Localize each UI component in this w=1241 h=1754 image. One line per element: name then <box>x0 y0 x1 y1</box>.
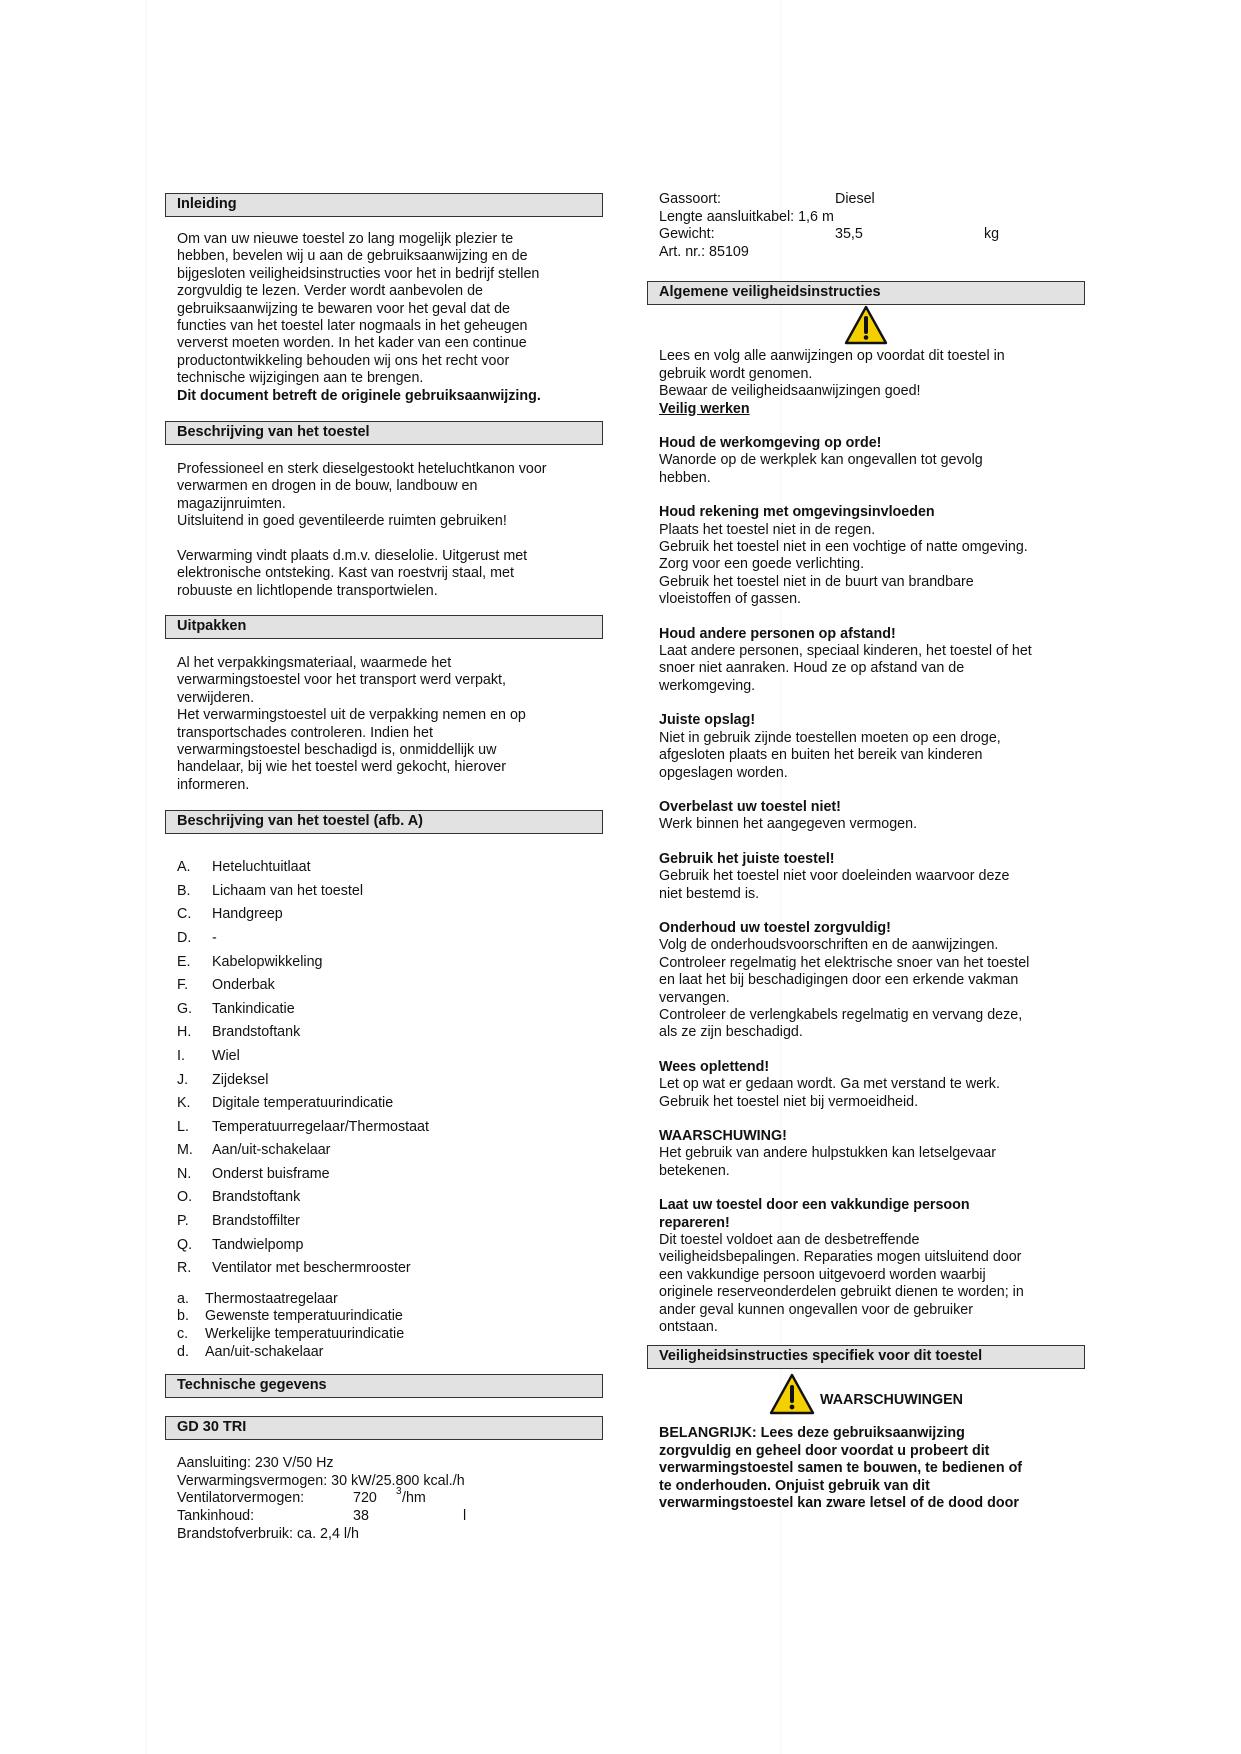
spec-ventilator-unit: /hm <box>402 1490 426 1507</box>
text-line: te onderhouden. Onjuist gebruik van dit <box>659 1477 930 1494</box>
text-line: informeren. <box>177 776 250 793</box>
list-item: d. Aan/uit-schakelaar <box>177 1343 324 1360</box>
text-line: Om van uw nieuwe toestel zo lang mogelijk plezier te <box>177 231 514 247</box>
text-line: niet bestemd is. <box>659 885 760 902</box>
spec-gas-label: Gassoort: <box>659 191 721 207</box>
list-item: Q. Tandwielpomp <box>177 1236 304 1253</box>
text-line: Controleer regelmatig het elektrische snoer van het toestel <box>659 954 1030 971</box>
text-line: BELANGRIJK: Lees deze gebruiksaanwijzing <box>659 1425 965 1442</box>
parts-list <box>165 856 603 1281</box>
block-heading: Gebruik het juiste toestel! <box>659 850 835 867</box>
text-line: handelaar, bij wie het toestel werd gekocht, hierover <box>177 759 507 776</box>
spec-weight-value: 35,5 <box>835 226 863 243</box>
text-line: productontwikkeling behouden wij ons het recht voor <box>177 352 510 369</box>
spec-verbruik: Brandstofverbruik: ca. 2,4 l/h <box>177 1525 359 1542</box>
list-item: B. Lichaam van het toestel <box>177 882 364 899</box>
block-heading: Onderhoud uw toestel zorgvuldig! <box>659 919 891 936</box>
text-line: magazijnruimten. <box>177 495 286 512</box>
text-line: gebruik wordt genomen. <box>659 365 813 382</box>
list-item: c. Werkelijke temperatuurindicatie <box>177 1326 405 1343</box>
spec-verwarmingsvermogen: Verwarmingsvermogen: 30 kW/25.800 kcal./h <box>177 1472 465 1489</box>
block-heading: Overbelast uw toestel niet! <box>659 798 841 815</box>
text-line: transportschades controleren. Indien het <box>177 724 433 741</box>
block-heading: Houd de werkomgeving op orde! <box>659 435 882 451</box>
spec-weight-label: Gewicht: <box>659 226 715 243</box>
text-line: Bewaar de veiligheidsaanwijzingen goed! <box>659 383 921 400</box>
text-line: ververst moeten worden. In het kader van een continue <box>177 335 527 352</box>
spec-tank-label: Tankinhoud: <box>177 1508 255 1524</box>
block-heading: Juiste opslag! <box>659 712 756 729</box>
text-line: afgesloten plaats en buiten het bereik van kinderen <box>659 747 983 764</box>
spec-continued <box>647 191 1085 261</box>
list-item: O. Brandstoftank <box>177 1189 301 1206</box>
text-line: bijgesloten veiligheidsinstructies voor het in bedrijf stellen <box>177 265 540 282</box>
spec-ventilator-label: Ventilatorvermogen: <box>177 1490 305 1507</box>
text-line: hebben. <box>659 469 711 486</box>
model-header: GD 30 TRI <box>165 1416 603 1440</box>
text-line: snoer niet aanraken. Houd ze op afstand van de <box>659 660 965 677</box>
text-line: Let op wat er gedaan wordt. Ga met verstand te werk. <box>659 1076 1000 1093</box>
text-line: Niet in gebruik zijnde toestellen moeten op een droge, <box>659 729 1001 746</box>
section-header-inleiding: Inleiding <box>165 193 603 217</box>
general-safety-text <box>647 348 1085 1336</box>
right-column <box>647 191 1085 1513</box>
warnings-heading-row <box>647 1373 1085 1415</box>
text-line: veiligheidsbepalingen. Reparaties mogen uitsluitend door <box>659 1249 1022 1266</box>
original-manual-note: Dit document betreft de originele gebruiksaanwijzing. <box>177 387 541 404</box>
text-line: ontstaan. <box>659 1319 718 1336</box>
text-line: technische wijzigingen aan te brengen. <box>177 370 424 387</box>
list-item: L. Temperatuurregelaar/Thermostaat <box>177 1118 429 1135</box>
block-heading: Laat uw toestel door een vakkundige persoon <box>659 1197 970 1214</box>
section-header-algemene-veiligheid: Algemene veiligheidsinstructies <box>647 281 1085 305</box>
warnings-label: WAARSCHUWINGEN <box>820 1391 963 1408</box>
text-line: Gebruik het toestel niet in de buurt van brandbare <box>659 573 974 590</box>
list-item: N. Onderst buisframe <box>177 1165 330 1182</box>
list-item: M. Aan/uit-schakelaar <box>177 1142 331 1159</box>
text-line: Volg de onderhoudsvoorschriften en de aanwijzingen. <box>659 937 999 954</box>
list-item: I. Wiel <box>177 1047 240 1064</box>
left-column <box>165 193 603 1543</box>
spec-aansluiting: Aansluiting: 230 V/50 Hz <box>177 1455 334 1472</box>
spec-ventilator-superscript: 3 <box>396 1486 402 1498</box>
safe-work-heading: Veilig werken <box>659 400 750 417</box>
text-line: verwarmingstoestel samen te bouwen, te bedienen of <box>659 1460 1023 1477</box>
text-line: en laat het bij beschadigingen door een erkende vakman <box>659 972 1019 989</box>
text-line: verwijderen. <box>177 689 255 706</box>
important-notice <box>647 1425 1085 1512</box>
block-heading: WAARSCHUWING! <box>659 1128 787 1144</box>
warning-triangle-icon <box>769 1373 815 1415</box>
text-line: Gebruik het toestel niet voor doeleinden waarvoor deze <box>659 868 1010 885</box>
text-line: robuuste en lichtlopende transportwielen. <box>177 582 438 599</box>
text-line: als ze zijn beschadigd. <box>659 1024 803 1041</box>
list-item: a. Thermostaatregelaar <box>177 1290 338 1307</box>
text-line: betekenen. <box>659 1162 730 1179</box>
spec-gas-value: Diesel <box>835 191 875 207</box>
text-line: Laat andere personen, speciaal kinderen, het toestel of het <box>659 643 1032 660</box>
text-line: hebben, bevelen wij u aan de gebruiksaanwijzing en de <box>177 248 528 265</box>
text-line: opgeslagen worden. <box>659 764 788 781</box>
section-header-technische-gegevens: Technische gegevens <box>165 1374 603 1398</box>
list-item: K. Digitale temperatuurindicatie <box>177 1095 394 1112</box>
list-item: E. Kabelopwikkeling <box>177 953 323 970</box>
text-line: functies van het toestel later nogmaals in het geheugen <box>177 318 528 335</box>
list-item: P. Brandstoffilter <box>177 1213 300 1230</box>
text-line: Plaats het toestel niet in de regen. <box>659 521 876 538</box>
list-item: H. Brandstoftank <box>177 1024 301 1041</box>
text-line: vloeistoffen of gassen. <box>659 591 802 608</box>
text-line: gebruiksaanwijzing te bewaren voor het geval dat de <box>177 300 511 317</box>
block-heading: Houd rekening met omgevingsinvloeden <box>659 504 935 521</box>
text-line: vervangen. <box>659 989 730 1006</box>
text-line: verwarmen en drogen in de bouw, landbouw en <box>177 478 478 495</box>
page-edge-shadow-left <box>145 0 147 1754</box>
text-line: werkomgeving. <box>659 677 756 694</box>
text-line: Werk binnen het aangegeven vermogen. <box>659 816 918 833</box>
text-line: verwarmingstoestel voor het transport werd verpakt, <box>177 672 506 689</box>
text-line: ander geval kunnen ongevallen voor de gebruiker <box>659 1301 973 1318</box>
text-line: Verwarming vindt plaats d.m.v. dieselolie. Uitgerust met <box>177 547 528 564</box>
text-line: een vakkundige persoon uitgevoerd worden waarbij <box>659 1266 986 1283</box>
text-line: zorgvuldig te lezen. Verder wordt aanbevolen de <box>177 283 483 300</box>
spec-tank-value: 38 <box>353 1508 369 1524</box>
text-line: zorgvuldig en geheel door voordat u probeert dit <box>659 1442 990 1459</box>
section-header-beschrijving: Beschrijving van het toestel <box>165 421 603 445</box>
text-line: Lees en volg alle aanwijzingen op voordat dit toestel in <box>659 348 1005 365</box>
section-header-onderdelen: Beschrijving van het toestel (afb. A) <box>165 810 603 834</box>
list-item: J. Zijdeksel <box>177 1071 269 1088</box>
list-item: C. Handgreep <box>177 906 283 923</box>
text-line: Dit toestel voldoet aan de desbetreffende <box>659 1232 920 1249</box>
text-line: Het verwarmingstoestel uit de verpakking nemen en op <box>177 707 526 724</box>
block-heading: repareren! <box>659 1214 730 1231</box>
spec-art-nr: Art. nr.: 85109 <box>659 243 749 260</box>
list-item: R. Ventilator met beschermrooster <box>177 1260 411 1277</box>
text-line: Zorg voor een goede verlichting. <box>659 556 865 573</box>
control-panel-list <box>165 1291 603 1361</box>
block-heading: Houd andere personen op afstand! <box>659 625 896 642</box>
unpacking-text <box>165 655 603 794</box>
text-line: Gebruik het toestel niet in een vochtige of natte omgeving. <box>659 539 1028 556</box>
text-line: Controleer de verlengkabels regelmatig en vervang deze, <box>659 1006 1023 1023</box>
spec-ventilator-value: 720 <box>353 1490 377 1507</box>
warning-triangle-icon <box>844 305 888 345</box>
spec-weight-unit: kg <box>984 226 1000 243</box>
warning-row <box>647 305 1085 345</box>
text-line: elektronische ontsteking. Kast van roestvrij staal, met <box>177 565 514 582</box>
text-line: Uitsluitend in goed geventileerde ruimten gebruiken! <box>177 513 507 530</box>
text-line: Al het verpakkingsmateriaal, waarmede het <box>177 654 452 671</box>
spec-tank-unit: l <box>463 1508 467 1524</box>
spec-cable: Lengte aansluitkabel: 1,6 m <box>659 208 834 225</box>
text-line: Professioneel en sterk dieselgestookt heteluchtkanon voor <box>177 461 547 478</box>
list-item: G. Tankindicatie <box>177 1000 295 1017</box>
section-header-specifieke-veiligheid: Veiligheidsinstructies specifiek voor dit toestel <box>647 1345 1085 1369</box>
list-item: D. - <box>177 929 217 946</box>
tech-specs <box>165 1455 603 1543</box>
text-line: originele reserveonderdelen gebruikt dienen te worden; in <box>659 1284 1024 1301</box>
intro-text <box>165 231 603 405</box>
section-header-uitpakken: Uitpakken <box>165 615 603 639</box>
description-text <box>165 461 603 600</box>
list-item: b. Gewenste temperatuurindicatie <box>177 1308 403 1325</box>
text-line: verwarmingstoestel beschadigd is, onmiddellijk uw <box>177 741 497 758</box>
text-line: Het gebruik van andere hulpstukken kan letselgevaar <box>659 1145 996 1162</box>
list-item: F. Onderbak <box>177 977 275 994</box>
text-line: verwarmingstoestel kan zware letsel of de dood door <box>659 1495 1019 1512</box>
text-line: Gebruik het toestel niet bij vermoeidheid. <box>659 1093 919 1110</box>
list-item: A. Heteluchtuitlaat <box>177 859 311 876</box>
block-heading: Wees oplettend! <box>659 1058 770 1075</box>
text-line: Wanorde op de werkplek kan ongevallen tot gevolg <box>659 452 983 469</box>
